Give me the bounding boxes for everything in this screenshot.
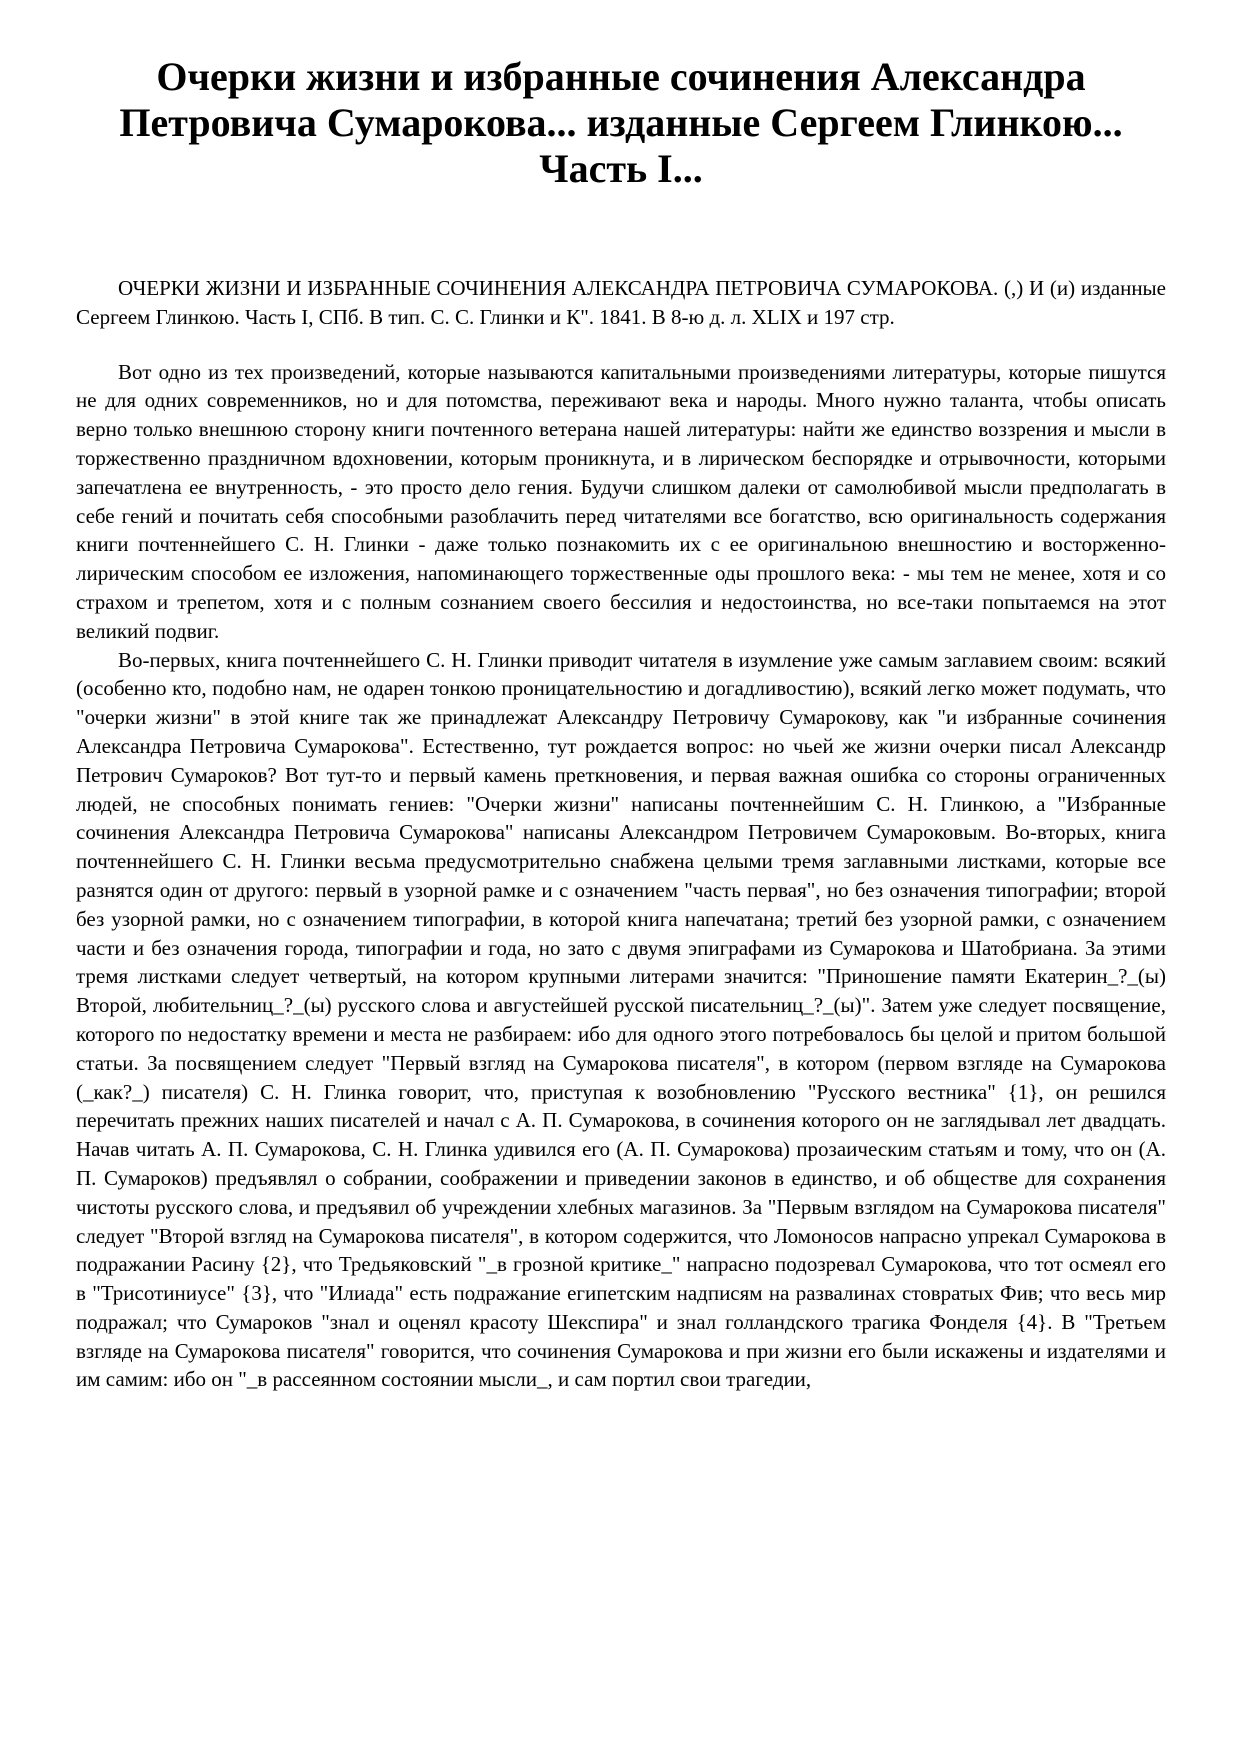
body-paragraph: Во-первых, книга почтеннейшего С. Н. Глинки приводит читателя в изумление уже самым заглавием своим: всякий (особенно кто, подобно нам, не одарен тонкою проницательностию и догадливостию), всякий легко может подумать, что "очерки жизни" в этой книге так же принадлежат Александру Петровичу Сумарокову, как "и избранные сочинения Александра Петровича Сумарокова". Естественно, тут рождается вопрос: но чьей же жизни очерки писал Александр Петрович Сумароков? Вот тут-то и первый камень преткновения, и первая важная ошибка со стороны ограниченных людей, не способных понимать гениев: "Очерки жизни" написаны почтеннейшим С. Н. Глинкою, а "Избранные сочинения Александра Петровича Сумарокова" написаны Александром Петровичем Сумароковым. Во-вторых, книга почтеннейшего С. Н. Глинки весьма предусмотрительно снабжена целыми тремя заглавными листками, которые все разнятся один от другого: первый в узорной рамке и с означением "часть первая", но без означения типографии; второй без узорной рамки, но с означением типографии, в которой книга напечатана; третий без узорной рамки, с означением части и без означения города, типографии и года, но зато с двумя эпиграфами из Сумарокова и Шатобриана. За этими тремя листками следует четвертый, на котором крупными литерами значится: "Приношение памяти Екатерин_?_(ы) Второй, любительниц_?_(ы) русского слова и августейшей русской писательниц_?_(ы)". Затем уже следует посвящение, которого по недостатку времени и места не разбираем: ибо для одного этого потребовалось бы целой и притом большой статьи. За посвящением следует "Первый взгляд на Сумарокова писателя", в котором (первом взгляде на Сумарокова (_как?_) писателя) С. Н. Глинка говорит, что, приступая к возобновлению "Русского вестника" {1}, он решился перечитать прежних наших писателей и начал с А. П. Сумарокова, в сочинения которого он не заглядывал лет двадцать. Начав читать А. П. Сумарокова, С. Н. Глинка удивился его (А. П. Сумарокова) прозаическим статьям и тому, что он (А. П. Сумароков) предъявлял о собрании, соображении и приведении законов в единство, и об обществе для сохранения чистоты русского слова, и предъявил об учреждении хлебных магазинов. За "Первым взглядом на Сумарокова писателя" следует "Второй взгляд на Сумарокова писателя", в котором содержится, что Ломоносов напрасно упрекал Сумарокова в подражании Расину {2}, что Тредьяковский "_в грозной критике_" напрасно подозревал Сумарокова, что тот осмеял его в "Трисотиниусе" {3}, что "Илиада" есть подражание египетским надписям на развалинах стовратых Фив; что весь мир подражал; что Сумароков "знал и оценял красоту Шекспира" и знал голландского трагика Фонделя {4}. В "Третьем взгляде на Сумарокова писателя" говорится, что сочинения Сумарокова и при жизни его были искажены и издателями и им самим: ибо он "_в рассеянном состоянии мысли_, и сам портил свои трагедии, <box>76 647 1166 1392</box>
document-body <box>76 358 1166 1395</box>
body-paragraph: Вот одно из тех произведений, которые называются капитальными произведениями литературы, которые пишутся не для одних современников, но и для потомства, переживают века и народы. Много нужно таланта, чтобы описать верно только внешнюю сторону книги почтенного ветерана нашей литературы: найти же единство воззрения и мысли в торжественно праздничном вдохновении, которым проникнута, и в лирическом беспорядке и отрывочности, которыми запечатлена ее внутренность, - это просто дело гения. Будучи слишком далеки от самолюбивой мысли предполагать в себе гений и почитать себя способными разоблачить перед читателями все богатство, всю оригинальность содержания книги почтеннейшего С. Н. Глинки - даже только познакомить их с ее оригинальною внешностию и восторженно-лирическим способом ее изложения, напоминающего торжественные оды прошлого века: - мы тем не менее, хотя и со страхом и трепетом, хотя и с полным сознанием своего бессилия и недостоинства, но все-таки попытаемся на этот великий подвиг. <box>76 359 1166 643</box>
document-page <box>76 54 1166 1394</box>
bibliographic-entry: ОЧЕРКИ ЖИЗНИ И ИЗБРАННЫЕ СОЧИНЕНИЯ АЛЕКСАНДРА ПЕТРОВИЧА СУМАРОКОВА. (,) И (и) изданные Сергеем Глинкою. Часть I, СПб. В тип. С. С. Глинки и К". 1841. В 8-ю д. л. XLIX и 197 стр. <box>76 276 1166 329</box>
document-title: Очерки жизни и избранные сочинения Александра Петровича Сумарокова... изданные Сергеем Глинкою... Часть I... <box>119 54 1123 191</box>
